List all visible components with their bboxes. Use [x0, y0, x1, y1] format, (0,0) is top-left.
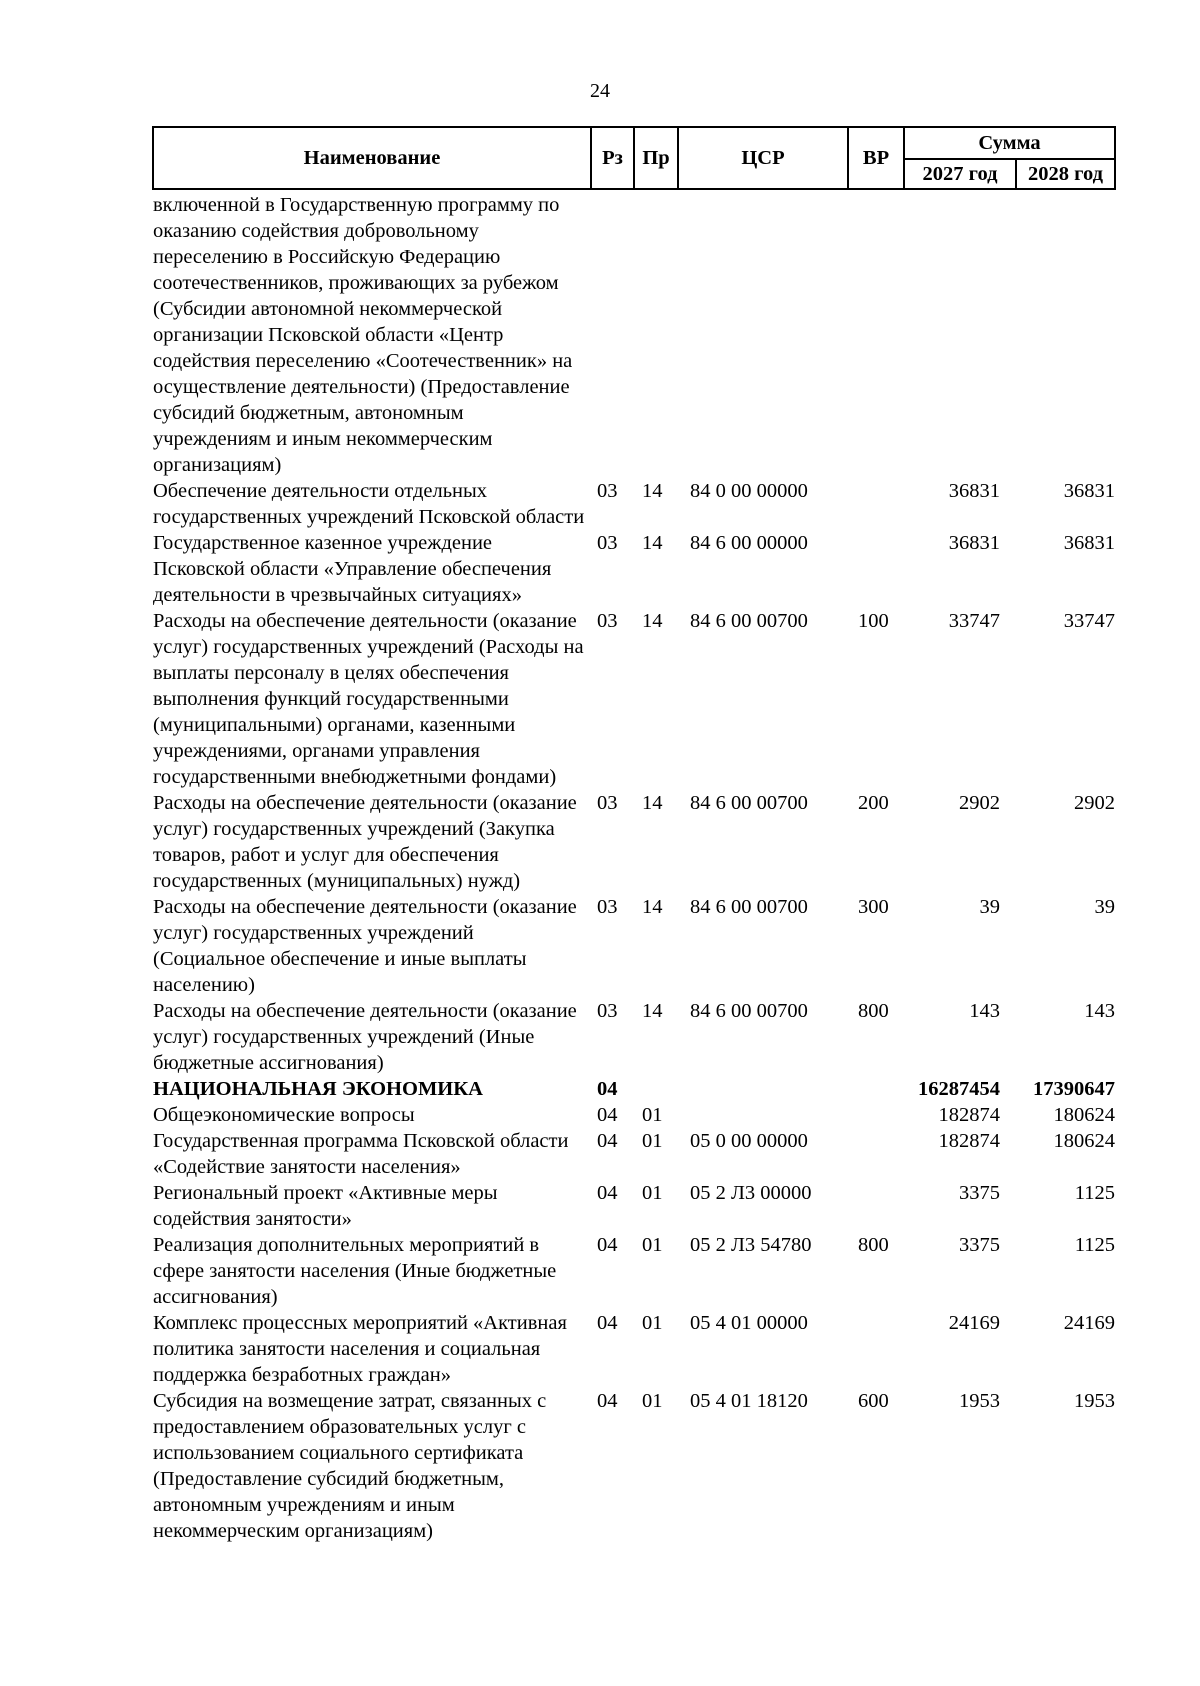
cell-vr: 100 [858, 610, 889, 632]
cell-vr [848, 530, 904, 608]
cell-pr: 01 [642, 1390, 663, 1412]
cell-sum-2027: 182874 [938, 1104, 1000, 1126]
cell-name: Расходы на обеспечение деятельности (оказание услуг) государственных учреждений (Закупка товаров, работ и услуг для обеспечения государственных (муниципальных) нужд) [153, 792, 577, 892]
cell-vr: 300 [858, 896, 889, 918]
cell-vr [848, 1310, 904, 1388]
cell-rz: 04 [597, 1312, 618, 1334]
table-row [153, 1180, 1115, 1232]
table-row [153, 530, 1115, 608]
table-row [153, 608, 1115, 790]
cell-vr: 800 [858, 1000, 889, 1022]
cell-sum-2028: 36831 [1063, 532, 1115, 554]
header-vr: ВР [848, 127, 904, 189]
cell-vr: 800 [858, 1234, 889, 1256]
cell-sum-2028: 180624 [1053, 1130, 1115, 1152]
cell-sum-2027: 33747 [948, 610, 1000, 632]
cell-csr: 84 6 00 00700 [690, 792, 808, 814]
cell-name: Общеэкономические вопросы [153, 1104, 415, 1126]
cell-rz: 04 [597, 1104, 618, 1126]
cell-name: Государственная программа Псковской области «Содействие занятости населения» [153, 1130, 569, 1178]
table-row [153, 1128, 1115, 1180]
cell-sum-2028: 17390647 [1033, 1078, 1115, 1100]
cell-name: Расходы на обеспечение деятельности (оказание услуг) государственных учреждений (Расходы на выплаты персоналу в целях обеспечения выполнения функций государственными (муниципальными) органами, казенными учреждениями, органами управления государственными внебюджетными фондами) [153, 610, 584, 788]
cell-name: Обеспечение деятельности отдельных государственных учреждений Псковской области [153, 480, 585, 528]
cell-sum-2027: 2902 [959, 792, 1000, 814]
cell-pr: 01 [642, 1182, 663, 1204]
cell-sum-2027: 16287454 [918, 1078, 1000, 1100]
cell-sum-2028: 39 [1094, 896, 1115, 918]
cell-vr [848, 1128, 904, 1180]
cell-rz: 04 [597, 1130, 618, 1152]
cell-rz: 03 [597, 480, 618, 502]
cell-name: Государственное казенное учреждение Псковской области «Управление обеспечения деятельности в чрезвычайных ситуациях» [153, 532, 552, 606]
table-row [153, 790, 1115, 894]
table-row [153, 1310, 1115, 1388]
cell-name: Реализация дополнительных мероприятий в сфере занятости населения (Иные бюджетные ассигнования) [153, 1234, 557, 1308]
cell-vr: 200 [858, 792, 889, 814]
budget-table-wrapper [152, 126, 1114, 1544]
cell-name: Субсидия на возмещение затрат, связанных с предоставлением образовательных услуг с использованием социального сертификата (Предоставление субсидий бюджетным, автономным учреждениям и иным некоммерческим организациям) [153, 1390, 547, 1542]
cell-pr: 14 [642, 610, 663, 632]
table-body [153, 189, 1115, 1544]
cell-sum-2027: 3375 [959, 1234, 1000, 1256]
cell-rz: 03 [597, 610, 618, 632]
table-row [153, 998, 1115, 1076]
cell-vr [848, 478, 904, 530]
cell-vr: 600 [858, 1390, 889, 1412]
cell-pr [634, 189, 678, 478]
cell-name: Расходы на обеспечение деятельности (оказание услуг) государственных учреждений (Социальное обеспечение и иные выплаты населению) [153, 896, 577, 996]
cell-sum-2027: 3375 [959, 1182, 1000, 1204]
header-rz: Рз [591, 127, 634, 189]
cell-sum-2028: 1953 [1074, 1390, 1115, 1412]
cell-name: Комплекс процессных мероприятий «Активная политика занятости населения и социальная поддержка безработных граждан» [153, 1312, 567, 1386]
cell-vr [848, 189, 904, 478]
cell-sum-2027: 36831 [948, 480, 1000, 502]
header-year-2028: 2028 год [1016, 159, 1115, 189]
cell-sum-2027: 143 [969, 1000, 1000, 1022]
table-row [153, 478, 1115, 530]
cell-name: включенной в Государственную программу по оказанию содействия добровольному переселению в Российскую Федерацию соотечественников, проживающих за рубежом (Субсидии автономной некоммерческой организации Псковской области «Центр содействия переселению «Соотечественник» на осуществление деятельности) (Предоставление субсидий бюджетным, автономным учреждениям и иным некоммерческим организациям) [153, 194, 573, 476]
header-name: Наименование [153, 127, 591, 189]
cell-pr: 01 [642, 1234, 663, 1256]
cell-sum-2028: 180624 [1053, 1104, 1115, 1126]
table-header [153, 127, 1115, 189]
cell-csr [678, 1076, 848, 1102]
cell-csr: 84 6 00 00700 [690, 896, 808, 918]
budget-table [152, 126, 1116, 1544]
header-year-2027: 2027 год [904, 159, 1016, 189]
cell-sum-2028: 24169 [1063, 1312, 1115, 1334]
cell-vr [848, 1102, 904, 1128]
table-row [153, 189, 1115, 478]
cell-csr: 05 4 01 00000 [690, 1312, 808, 1334]
cell-sum-2027: 24169 [948, 1312, 1000, 1334]
cell-rz: 04 [597, 1078, 618, 1100]
cell-csr: 05 0 00 00000 [690, 1130, 808, 1152]
cell-rz: 04 [597, 1182, 618, 1204]
cell-rz [591, 189, 634, 478]
cell-sum-2027: 36831 [948, 532, 1000, 554]
cell-sum-2028 [1016, 189, 1115, 478]
cell-csr: 05 2 Л3 00000 [690, 1182, 812, 1204]
page-number: 24 [590, 80, 610, 102]
cell-csr: 84 6 00 00000 [690, 532, 808, 554]
cell-pr: 14 [642, 1000, 663, 1022]
cell-sum-2028: 36831 [1063, 480, 1115, 502]
cell-pr: 01 [642, 1104, 663, 1126]
cell-sum-2027: 182874 [938, 1130, 1000, 1152]
cell-pr: 14 [642, 532, 663, 554]
cell-vr [848, 1180, 904, 1232]
table-row [153, 1232, 1115, 1310]
cell-sum-2028: 1125 [1074, 1182, 1115, 1204]
cell-rz: 04 [597, 1234, 618, 1256]
cell-sum-2027: 39 [979, 896, 1000, 918]
cell-sum-2028: 1125 [1074, 1234, 1115, 1256]
cell-csr [678, 189, 848, 478]
cell-pr [634, 1076, 678, 1102]
cell-csr: 84 6 00 00700 [690, 610, 808, 632]
cell-sum-2028: 143 [1084, 1000, 1115, 1022]
header-csr: ЦСР [678, 127, 848, 189]
cell-csr: 05 4 01 18120 [690, 1390, 808, 1412]
cell-rz: 04 [597, 1390, 618, 1412]
header-pr: Пр [634, 127, 678, 189]
cell-rz: 03 [597, 532, 618, 554]
cell-rz: 03 [597, 896, 618, 918]
cell-pr: 01 [642, 1312, 663, 1334]
cell-pr: 14 [642, 480, 663, 502]
header-sum: Сумма [904, 127, 1115, 159]
cell-csr: 84 0 00 00000 [690, 480, 808, 502]
table-row [153, 1388, 1115, 1544]
cell-sum-2027: 1953 [959, 1390, 1000, 1412]
cell-csr: 84 6 00 00700 [690, 1000, 808, 1022]
cell-sum-2028: 2902 [1074, 792, 1115, 814]
cell-csr: 05 2 Л3 54780 [690, 1234, 812, 1256]
cell-sum-2027 [904, 189, 1016, 478]
cell-sum-2028: 33747 [1063, 610, 1115, 632]
cell-name: НАЦИОНАЛЬНАЯ ЭКОНОМИКА [153, 1078, 483, 1100]
cell-csr [678, 1102, 848, 1128]
cell-rz: 03 [597, 792, 618, 814]
cell-pr: 14 [642, 896, 663, 918]
cell-name: Расходы на обеспечение деятельности (оказание услуг) государственных учреждений (Иные бюджетные ассигнования) [153, 1000, 577, 1074]
cell-name: Региональный проект «Активные меры содействия занятости» [153, 1182, 498, 1230]
table-row [153, 894, 1115, 998]
cell-pr: 14 [642, 792, 663, 814]
cell-pr: 01 [642, 1130, 663, 1152]
cell-vr [848, 1076, 904, 1102]
cell-rz: 03 [597, 1000, 618, 1022]
table-row [153, 1076, 1115, 1102]
table-row [153, 1102, 1115, 1128]
